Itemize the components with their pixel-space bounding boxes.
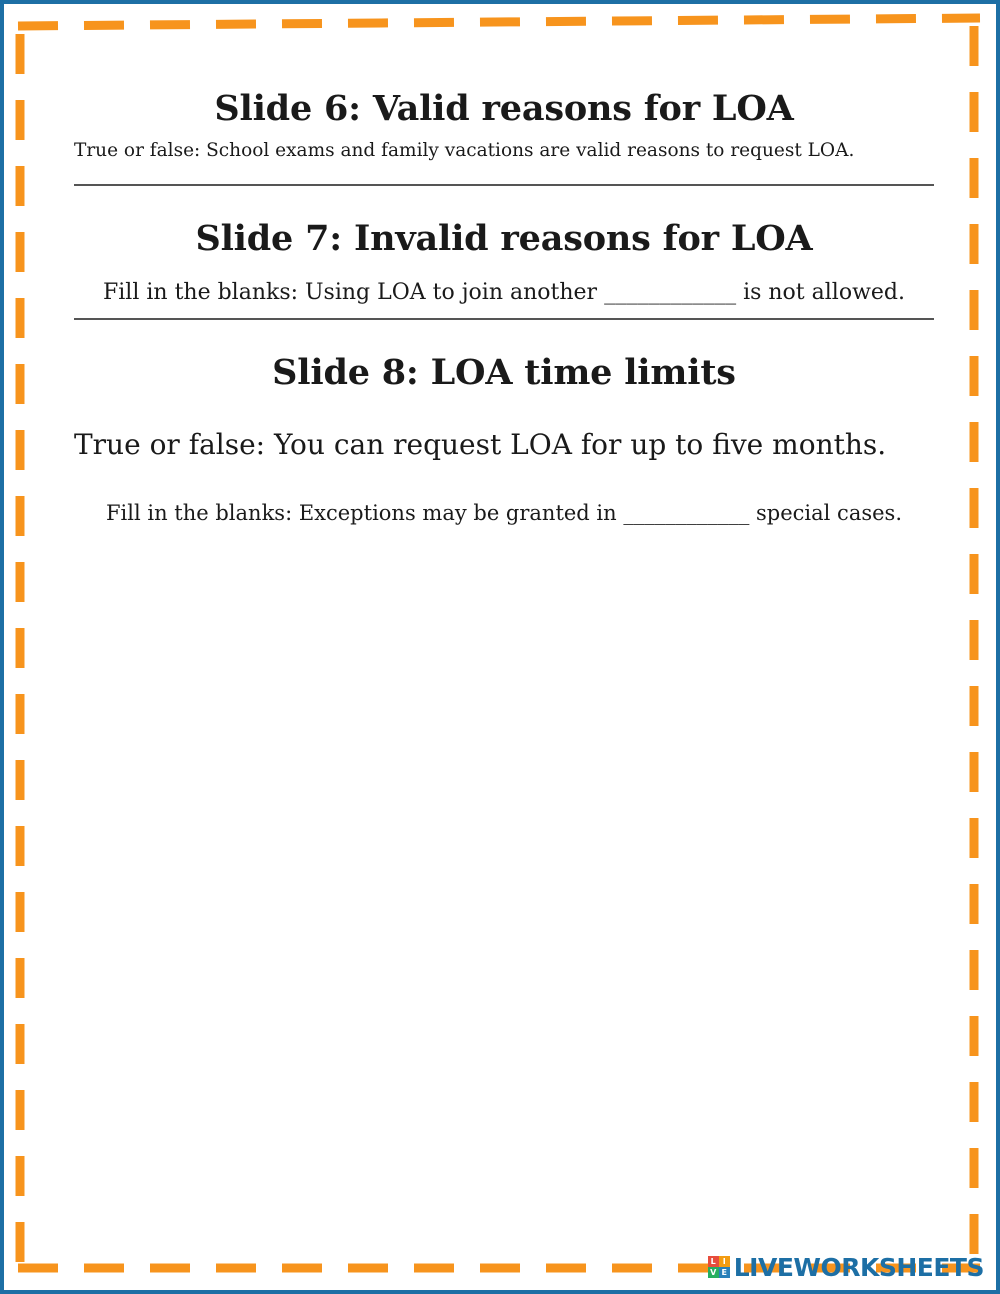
slide-6-question: True or false: School exams and family vacations are valid reasons to request LOA. xyxy=(74,140,855,161)
slide-7-question[interactable]: Fill in the blanks: Using LOA to join another ____________ is not allowed. xyxy=(103,280,905,305)
slide-8-title: Slide 8: LOA time limits xyxy=(272,352,736,393)
slide-6-title: Slide 6: Valid reasons for LOA xyxy=(214,88,794,129)
liveworksheets-wordmark: LIVEWORKSHEETS xyxy=(733,1252,984,1282)
slide-8-question-2[interactable]: Fill in the blanks: Exceptions may be granted in ____________ special cases. xyxy=(105,501,902,525)
worksheet-content xyxy=(74,86,934,528)
liveworksheets-brand xyxy=(708,1252,984,1282)
slide-7-title: Slide 7: Invalid reasons for LOA xyxy=(195,218,813,259)
slide-8-question-1: True or false: You can request LOA for up to five months. xyxy=(74,428,887,461)
liveworksheets-logo-icon: L I V E xyxy=(708,1256,730,1278)
